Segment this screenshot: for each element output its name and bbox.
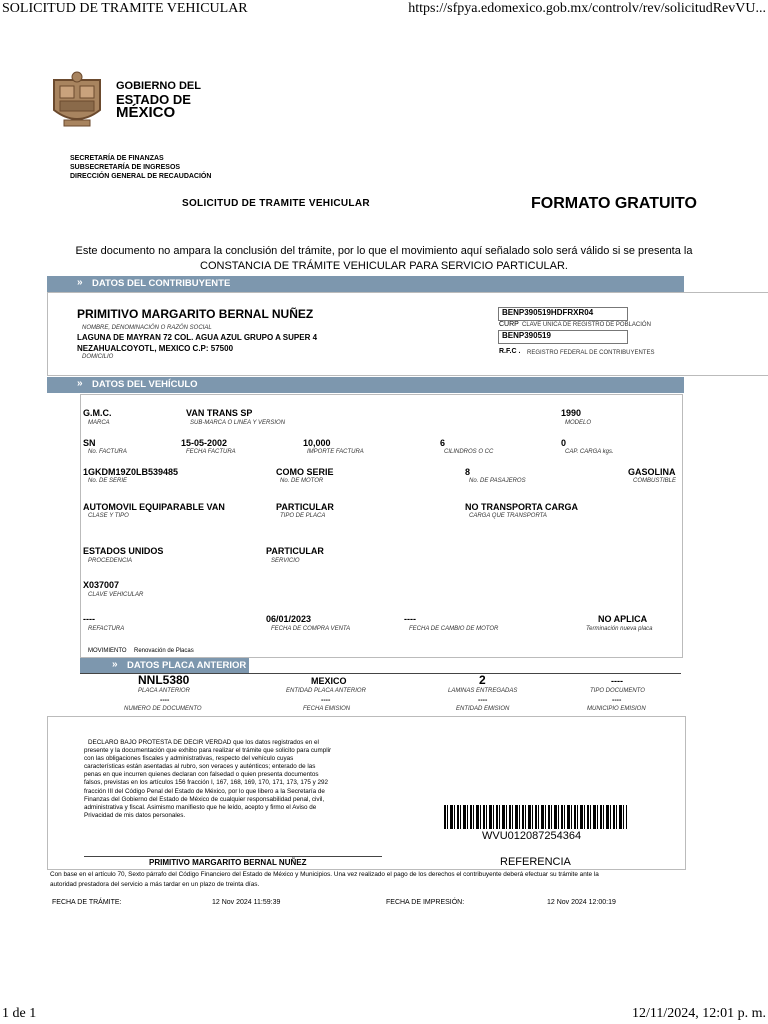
vehiculo-box <box>80 394 683 658</box>
section-header-vehiculo: » DATOS DEL VEHÍCULO <box>47 377 684 393</box>
contribuyente-name: PRIMITIVO MARGARITO BERNAL NUÑEZ <box>77 307 314 321</box>
procedencia-label: PROCEDENCIA <box>88 558 133 564</box>
agency-line-1: SECRETARÍA DE FINANZAS <box>70 155 164 162</box>
placa-label: PLACA ANTERIOR <box>138 688 190 694</box>
pasajeros-label: No. DE PASAJEROS <box>469 478 526 484</box>
entidad-value: MEXICO <box>311 676 347 686</box>
fecha-tramite-label: FECHA DE TRÁMITE: <box>52 899 122 906</box>
tipo-placa-value: PARTICULAR <box>276 502 334 512</box>
signature-line <box>84 856 382 857</box>
laminas-label: LAMINAS ENTREGADAS <box>448 688 518 694</box>
clave-label: CLAVE VEHICULAR <box>88 592 144 598</box>
print-header-url: https://sfpya.edomexico.gob.mx/controlv/rev/solicitudRevVU... <box>408 1 766 16</box>
carga-value: 0 <box>561 438 567 448</box>
tipo-placa-label: TIPO DE PLACA <box>280 513 326 519</box>
modelo-label: MODELO <box>565 420 592 426</box>
laminas-value: 2 <box>479 673 486 687</box>
address-line-2: NEZAHUALCOYOTL, MEXICO C.P: 57500 <box>77 344 234 353</box>
declaracion-text: DECLARO BAJO PROTESTA DE DECIR VERDAD que los datos registrados en el presente y la documentación que exhibo para realizar el trámite que solicito para cumplir con las obligaciones fiscales y administrativas, respecto del vehículo cuyas características están asentadas al rubro, son veraces y auténticos; enterado de las penas en que incurren quienes declaran con falsedad o quien presenta documentos falsos, previstas en los artículos 156 fracción I, 167, 168, 169, 170, 171, 173, 175 y 292 fracción III del Código Penal del Estado de México, por lo que libero a la Secretaría de Finanzas del Gobierno del Estado de México de cualquier responsabilidad penal, civil, administrativa y fiscal. Asimismo manifiesto que he leído, acepto y firmo el Aviso de Privacidad de mis datos personales. <box>84 739 332 819</box>
base-text-2: autoridad prestadora del servicio a más tardar en un plazo de treinta días. <box>50 881 260 888</box>
clase-value: AUTOMOVIL EQUIPARABLE VAN <box>83 502 225 512</box>
num-doc-value: ---- <box>160 697 170 704</box>
cilindros-label: CILINDROS O CC <box>444 449 494 455</box>
section-header-contribuyente: » DATOS DEL CONTRIBUYENTE <box>47 276 684 292</box>
terminacion-value: NO APLICA <box>598 614 648 624</box>
entidad-emision-label: ENTIDAD EMISION <box>456 706 510 712</box>
terminacion-label: Terminación nueva placa <box>586 626 653 632</box>
procedencia-value: ESTADOS UNIDOS <box>83 546 164 556</box>
factura-label: No. FACTURA <box>88 449 127 455</box>
carga-transporta-value: NO TRANSPORTA CARGA <box>465 502 578 512</box>
logo-line-3: MÉXICO <box>116 104 176 121</box>
municipio-label: MUNICIPIO EMISION <box>587 706 646 712</box>
curp-key: CURP <box>499 321 519 328</box>
movimiento-value: Renovación de Placas <box>134 648 194 654</box>
rfc-label: REGISTRO FEDERAL DE CONTRIBUYENTES <box>527 350 655 356</box>
fecha-emision-label: FECHA EMISION <box>303 706 351 712</box>
document-title: SOLICITUD DE TRAMITE VEHICULAR <box>182 198 370 209</box>
importe-value: 10,000 <box>303 438 331 448</box>
base-text-1: Con base en el artículo 70, Sexto párrafo del Código Financiero del Estado de México y Municipios. Una vez realizado el pago de los derechos el contribuyente deberá efectuar su trámite ante la <box>50 871 599 878</box>
factura-value: SN <box>83 438 96 448</box>
serie-value: 1GKDM19Z0LB539485 <box>83 467 179 477</box>
agency-line-3: DIRECCIÓN GENERAL DE RECAUDACIÓN <box>70 173 212 180</box>
logo-line-1: GOBIERNO DEL <box>116 80 201 92</box>
submarca-label: SUB-MARCA O LINEA Y VERSION <box>190 420 286 426</box>
coat-of-arms-logo <box>48 70 106 128</box>
submarca-value: VAN TRANS SP <box>186 408 253 418</box>
print-footer-datetime: 12/11/2024, 12:01 p. m. <box>631 1006 766 1021</box>
combustible-value: GASOLINA <box>628 467 676 477</box>
entidad-label: ENTIDAD PLACA ANTERIOR <box>286 688 366 694</box>
print-header-title: SOLICITUD DE TRAMITE VEHICULAR <box>2 1 248 16</box>
fecha-tramite-value: 12 Nov 2024 11:59:39 <box>212 899 281 906</box>
fecha-factura-value: 15-05-2002 <box>181 438 228 448</box>
cambio-motor-label: FECHA DE CAMBIO DE MOTOR <box>409 626 499 632</box>
fecha-impresion-value: 12 Nov 2024 12:00:19 <box>547 899 616 906</box>
fecha-compra-label: FECHA DE COMPRA VENTA <box>271 626 351 632</box>
section-header-placa: » DATOS PLACA ANTERIOR <box>80 658 249 673</box>
num-doc-label: NUMERO DE DOCUMENTO <box>124 706 202 712</box>
notice-line-1: Este documento no ampara la conclusión del trámite, por lo que el movimiento aquí señalado solo será válido si se presenta la <box>75 245 693 257</box>
signature-name: PRIMITIVO MARGARITO BERNAL NUÑEZ <box>149 858 307 867</box>
barcode-text: WVU012087254364 <box>482 830 582 842</box>
name-label: NOMBRE, DENOMINACIÓN O RAZÓN SOCIAL <box>82 325 212 331</box>
carga-label: CAP. CARGA kgs. <box>565 449 614 455</box>
carga-transporta-label: CARGA QUE TRANSPORTA <box>469 513 547 519</box>
tipo-doc-label: TIPO DOCUMENTO <box>590 688 645 694</box>
serie-label: No. DE SERIE <box>88 478 128 484</box>
fecha-impresion-label: FECHA DE IMPRESIÓN: <box>386 899 465 906</box>
refactura-label: REFACTURA <box>88 626 125 632</box>
print-footer-page: 1 de 1 <box>2 1006 37 1021</box>
importe-label: IMPORTE FACTURA <box>307 449 364 455</box>
servicio-value: PARTICULAR <box>266 546 324 556</box>
entidad-emision-value: ---- <box>478 697 488 704</box>
municipio-value: ---- <box>612 697 622 704</box>
double-chevron-icon: » <box>77 277 83 288</box>
fecha-compra-value: 06/01/2023 <box>266 614 312 624</box>
logo-line-2: ESTADO DE <box>116 92 191 107</box>
servicio-label: SERVICIO <box>271 558 300 564</box>
tipo-doc-value: ---- <box>611 676 623 686</box>
cilindros-value: 6 <box>440 438 446 448</box>
address-label: DOMICILIO <box>82 354 114 360</box>
placa-value: NNL5380 <box>138 673 190 687</box>
referencia-label: REFERENCIA <box>500 856 571 868</box>
double-chevron-icon: » <box>112 659 118 670</box>
rfc-field: BENP390519 <box>498 330 628 344</box>
pasajeros-value: 8 <box>465 467 471 477</box>
modelo-value: 1990 <box>561 408 582 418</box>
cambio-motor-value: ---- <box>404 614 416 624</box>
barcode <box>444 805 627 829</box>
clave-value: X037007 <box>83 580 120 590</box>
address-line-1: LAGUNA DE MAYRAN 72 COL. AGUA AZUL GRUPO A SUPER 4 <box>77 333 318 342</box>
movimiento-label: MOVIMIENTO <box>88 648 127 654</box>
rfc-key: R.F.C . <box>499 348 521 355</box>
marca-value: G.M.C. <box>83 408 112 418</box>
agency-line-2: SUBSECRETARÍA DE INGRESOS <box>70 164 181 171</box>
curp-label: CLAVE UNICA DE REGISTRO DE POBLACIÓN <box>522 322 651 328</box>
double-chevron-icon: » <box>77 378 83 389</box>
curp-field: BENP390519HDFRXR04 <box>498 307 628 321</box>
format-label: FORMATO GRATUITO <box>531 195 697 212</box>
motor-value: COMO SERIE <box>276 467 334 477</box>
marca-label: MARCA <box>88 420 110 426</box>
motor-label: No. DE MOTOR <box>280 478 324 484</box>
refactura-value: ---- <box>83 614 95 624</box>
notice-line-2: CONSTANCIA DE TRÁMITE VEHICULAR PARA SERVICIO PARTICULAR. <box>200 260 568 272</box>
combustible-label: COMBUSTIBLE <box>633 478 677 484</box>
fecha-emision-value: ---- <box>321 697 331 704</box>
clase-label: CLASE Y TIPO <box>88 513 129 519</box>
fecha-factura-label: FECHA FACTURA <box>186 449 236 455</box>
